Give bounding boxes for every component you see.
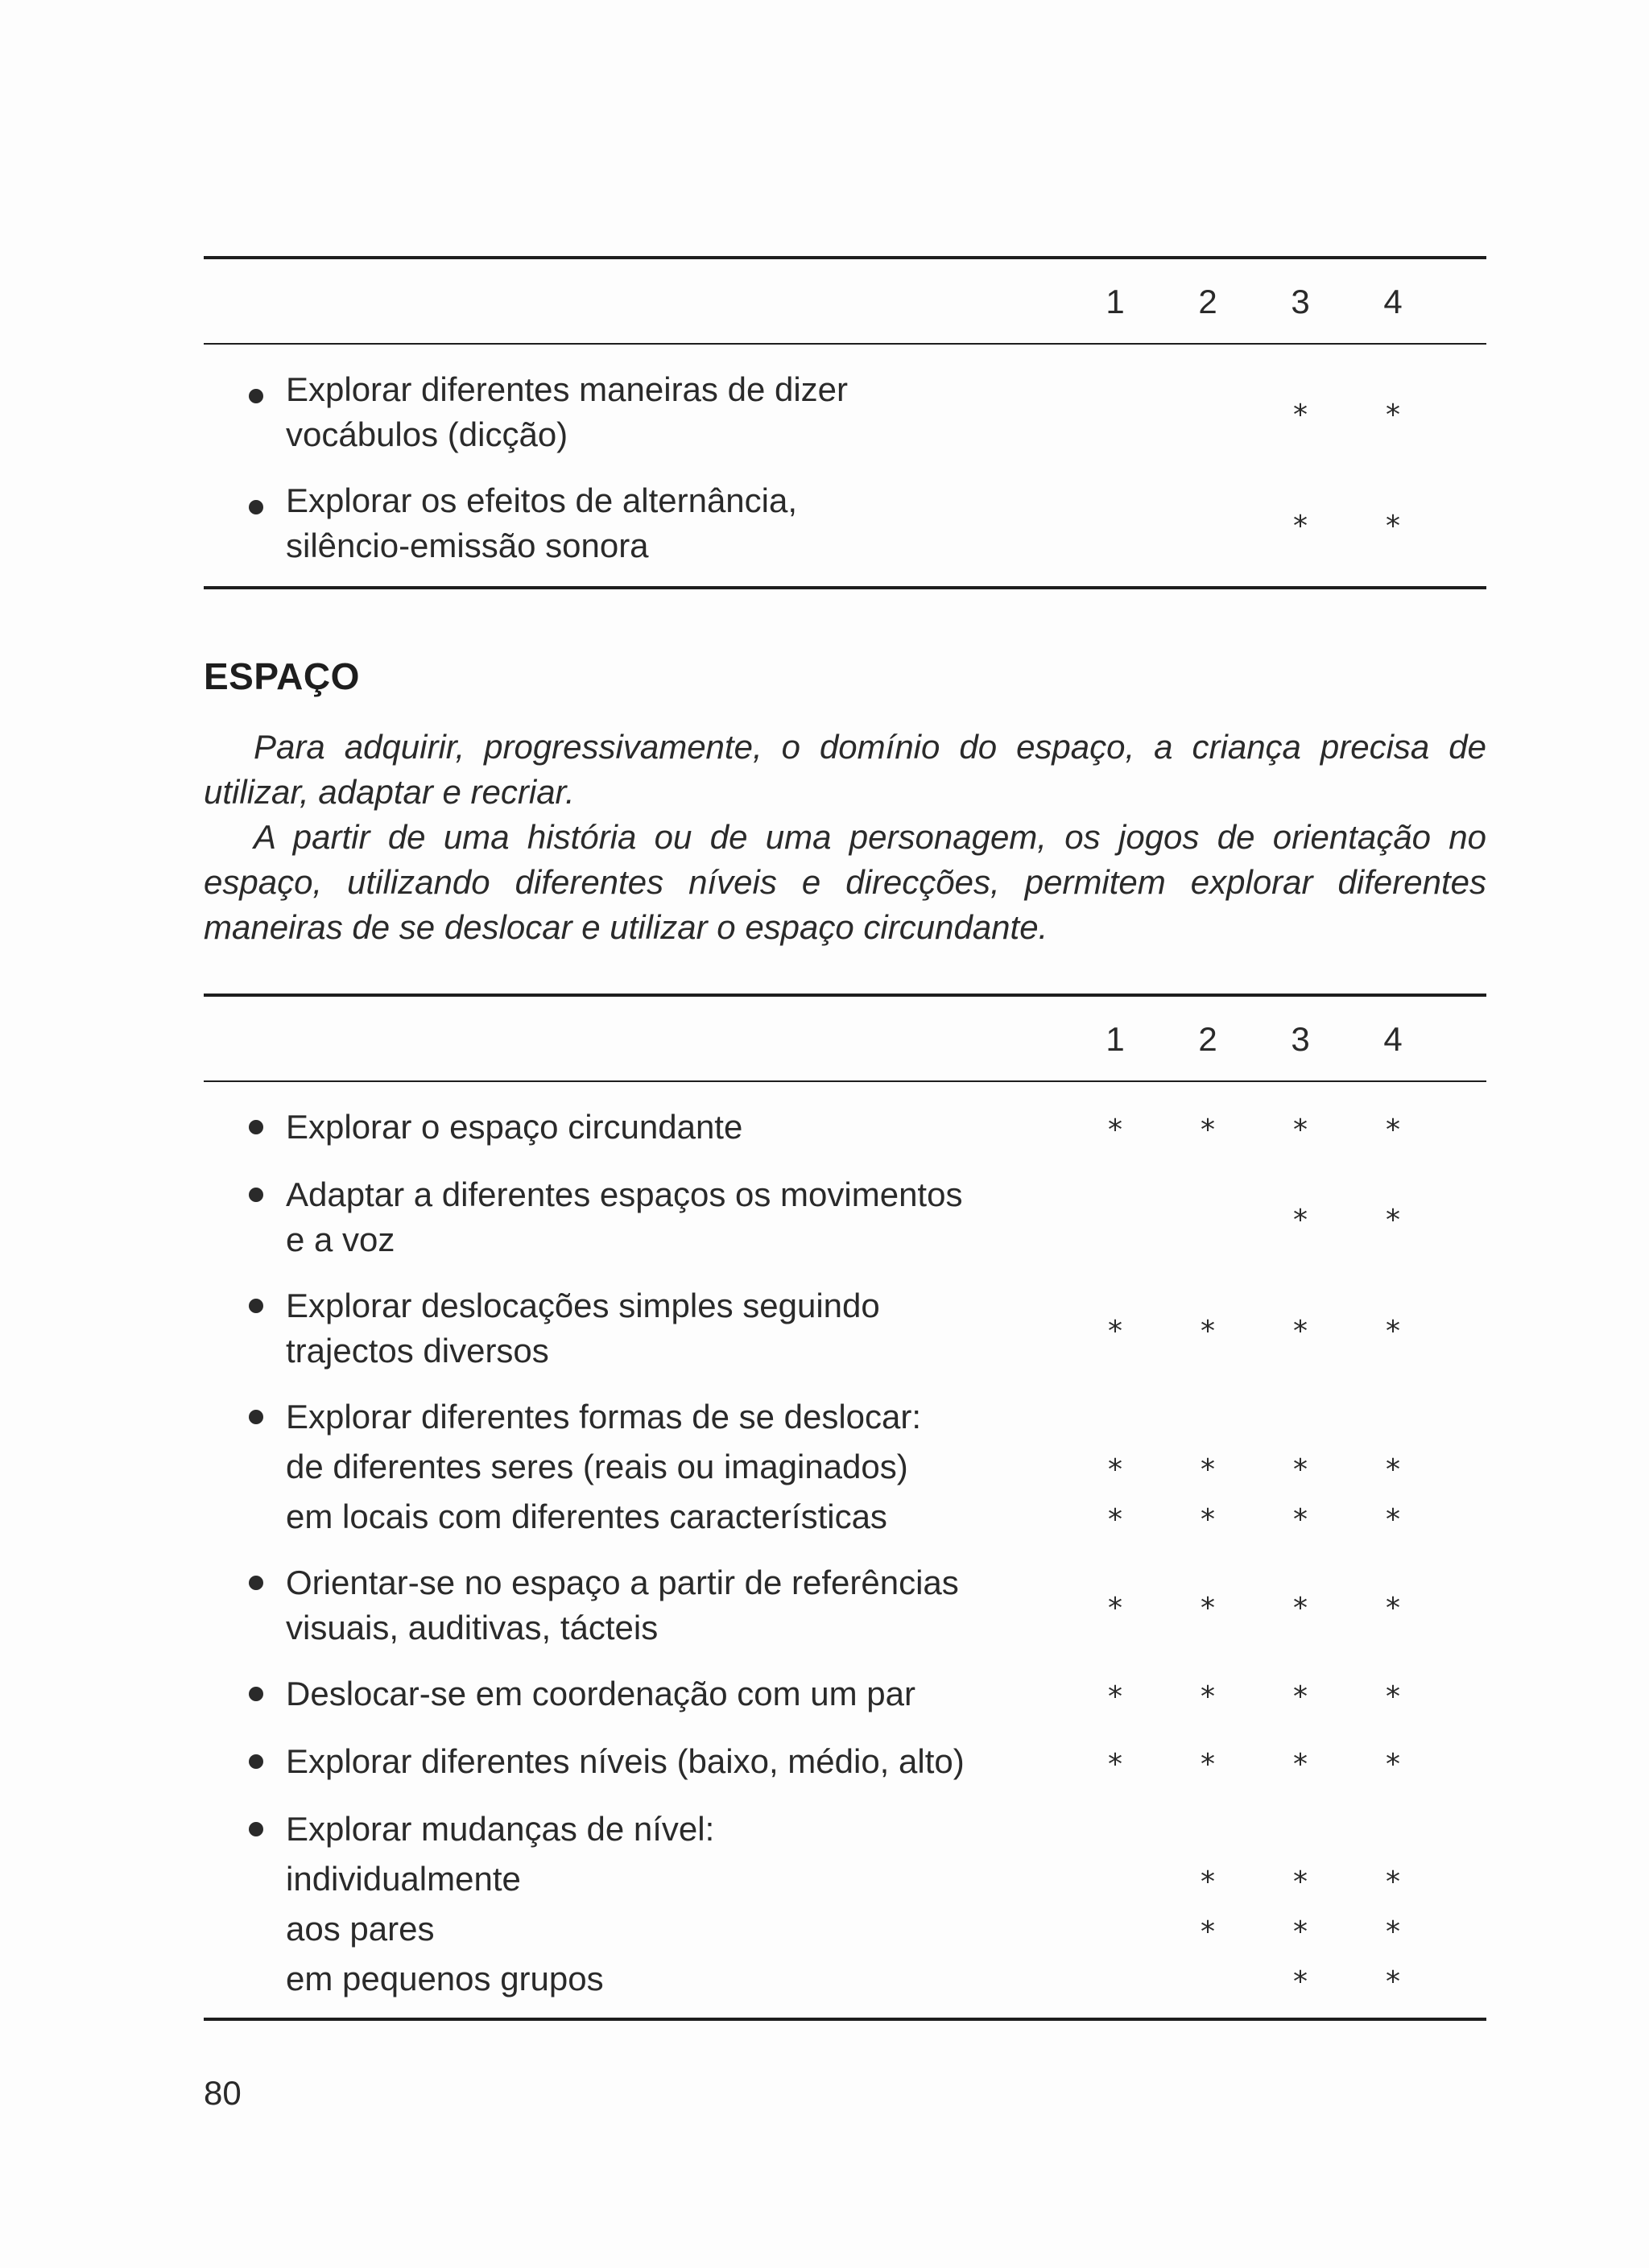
mark-level-1: * (1108, 1680, 1122, 1713)
mark-level-2: * (1201, 1315, 1215, 1348)
mark-level-3: * (1293, 1680, 1308, 1713)
column-header-4: 4 (1383, 1020, 1403, 1058)
bullet (249, 500, 263, 514)
mark-level-4: * (1386, 510, 1400, 543)
column-header-4: 4 (1383, 283, 1403, 320)
mark-level-3: * (1293, 1915, 1308, 1948)
bullet (249, 1120, 263, 1134)
levels-table-voice (204, 256, 1486, 594)
table-header-rule (204, 343, 1486, 345)
mark-level-4: * (1386, 1865, 1400, 1898)
mark-level-4: * (1386, 1965, 1400, 1998)
column-header-1: 1 (1106, 283, 1125, 320)
mark-level-2: * (1201, 1865, 1215, 1898)
mark-level-3: * (1293, 1748, 1308, 1781)
table-bottom-rule (204, 586, 1486, 589)
mark-level-4: * (1386, 1315, 1400, 1348)
row-text: Explorar diferentes níveis (baixo, médio, alto) (286, 1742, 965, 1780)
mark-level-2: * (1201, 1113, 1215, 1146)
table-bottom-rule (204, 2018, 1486, 2021)
table-top-rule (204, 256, 1486, 259)
mark-level-2: * (1201, 1592, 1215, 1625)
row-text: Explorar os efeitos de alternância, silêncio-emissão sonora (286, 481, 798, 564)
mark-level-4: * (1386, 1680, 1400, 1713)
intro-paragraph: Para adquirir, progressivamente, o domínio do espaço, a criança precisa de utilizar, adaptar e recriar. (204, 728, 1486, 811)
mark-level-1: * (1108, 1503, 1122, 1536)
mark-level-4: * (1386, 1592, 1400, 1625)
row-text: Orientar-se no espaço a partir de referências visuais, auditivas, tácteis (286, 1564, 959, 1646)
sub-item-text: de diferentes seres (reais ou imaginados) (286, 1448, 908, 1485)
page-number: 80 (204, 2074, 242, 2112)
bullet (249, 1687, 263, 1701)
mark-level-2: * (1201, 1748, 1215, 1781)
mark-level-4: * (1386, 1503, 1400, 1536)
mark-level-3: * (1293, 1113, 1308, 1146)
mark-level-3: * (1293, 510, 1308, 543)
mark-level-1: * (1108, 1748, 1122, 1781)
mark-level-3: * (1293, 399, 1308, 432)
sub-item-text: individualmente (286, 1860, 521, 1898)
levels-table-space (204, 994, 1486, 2024)
mark-level-2: * (1201, 1503, 1215, 1536)
sub-item-text: em locais com diferentes características (286, 1498, 887, 1535)
column-header-2: 2 (1198, 283, 1217, 320)
section-intro (204, 725, 1486, 950)
bullet (249, 1188, 263, 1202)
mark-level-3: * (1293, 1965, 1308, 1998)
sub-item-text: em pequenos grupos (286, 1960, 604, 1997)
bullet (249, 1822, 263, 1836)
mark-level-1: * (1108, 1315, 1122, 1348)
row-text: Explorar o espaço circundante (286, 1108, 743, 1146)
mark-level-4: * (1386, 1113, 1400, 1146)
table-header-rule (204, 1080, 1486, 1082)
mark-level-4: * (1386, 1915, 1400, 1948)
mark-level-3: * (1293, 1592, 1308, 1625)
mark-level-4: * (1386, 1453, 1400, 1486)
row-text: Deslocar-se em coordenação com um par (286, 1675, 916, 1712)
column-header-3: 3 (1291, 283, 1310, 320)
mark-level-4: * (1386, 399, 1400, 432)
mark-level-4: * (1386, 1204, 1400, 1237)
mark-level-2: * (1201, 1915, 1215, 1948)
mark-level-3: * (1293, 1865, 1308, 1898)
mark-level-1: * (1108, 1592, 1122, 1625)
bullet (249, 1576, 263, 1590)
column-header-3: 3 (1291, 1020, 1310, 1058)
row-text: Adaptar a diferentes espaços os movimentos e a voz (286, 1175, 963, 1258)
row-text: Explorar diferentes formas de se deslocar: (286, 1398, 922, 1436)
bullet (249, 389, 263, 403)
mark-level-3: * (1293, 1453, 1308, 1486)
sub-item-text: aos pares (286, 1910, 435, 1948)
mark-level-2: * (1201, 1453, 1215, 1486)
section-heading: ESPAÇO (204, 655, 360, 697)
row-text: Explorar mudanças de nível: (286, 1810, 715, 1848)
mark-level-1: * (1108, 1453, 1122, 1486)
mark-level-3: * (1293, 1204, 1308, 1237)
row-text: Explorar deslocações simples seguindo trajectos diversos (286, 1287, 880, 1369)
mark-level-1: * (1108, 1113, 1122, 1146)
table-top-rule (204, 994, 1486, 997)
bullet (249, 1299, 263, 1313)
mark-level-3: * (1293, 1503, 1308, 1536)
bullet (249, 1754, 263, 1769)
mark-level-2: * (1201, 1680, 1215, 1713)
intro-paragraph: A partir de uma história ou de uma personagem, os jogos de orientação no espaço, utilizando diferentes níveis e direcções, permitem explorar diferentes maneiras de se deslocar e utilizar o espaço circundante. (204, 818, 1486, 946)
bullet (249, 1410, 263, 1424)
row-text: Explorar diferentes maneiras de dizer vocábulos (dicção) (286, 370, 849, 453)
column-header-1: 1 (1106, 1020, 1125, 1058)
mark-level-4: * (1386, 1748, 1400, 1781)
column-header-2: 2 (1198, 1020, 1217, 1058)
mark-level-3: * (1293, 1315, 1308, 1348)
